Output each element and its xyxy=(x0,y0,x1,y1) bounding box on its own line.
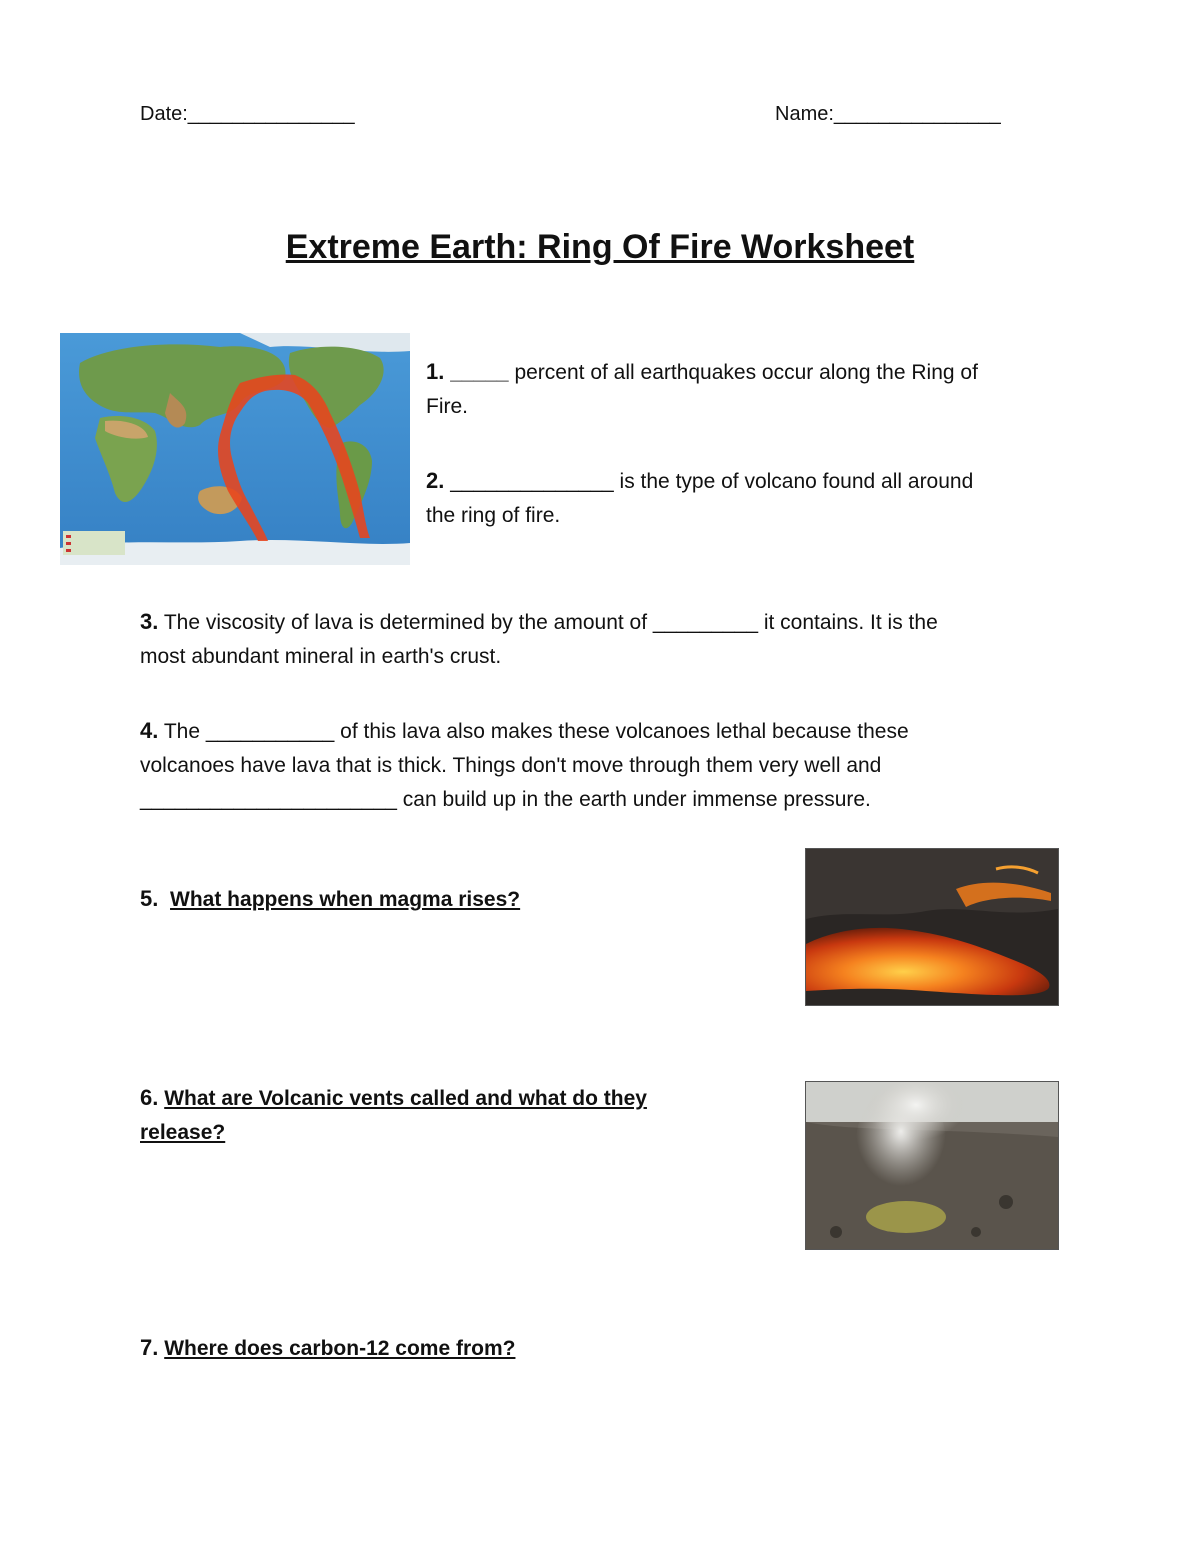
question-1 xyxy=(426,355,1066,424)
name-field: Name:_______________ xyxy=(775,103,1001,125)
lava-flow-photo xyxy=(805,848,1059,1006)
question-4-number: 4. xyxy=(140,718,159,743)
question-2-text: ______________ is the type of volcano found all around xyxy=(444,470,974,493)
question-2 xyxy=(426,464,1066,533)
question-4 xyxy=(140,714,1070,817)
question-5-text: What happens when magma rises? xyxy=(170,888,521,911)
question-4-text: The ___________ of this lava also makes these volcanoes lethal because these xyxy=(158,720,909,743)
question-3-text-cont: most abundant mineral in earth's crust. xyxy=(140,645,502,668)
question-6-text: What are Volcanic vents called and what do they xyxy=(164,1087,647,1110)
question-1-blank: _____ xyxy=(450,361,509,384)
question-2-text-cont: the ring of fire. xyxy=(426,504,561,527)
ring-of-fire-map xyxy=(60,333,410,565)
question-5 xyxy=(140,882,780,917)
page-title: Extreme Earth: Ring Of Fire Worksheet xyxy=(285,228,915,266)
question-7-number: 7. xyxy=(140,1335,159,1360)
question-6-text-cont: release? xyxy=(140,1121,226,1144)
question-5-number: 5. xyxy=(140,886,159,911)
question-3-number: 3. xyxy=(140,609,159,634)
question-6 xyxy=(140,1081,760,1150)
question-2-number: 2. xyxy=(426,468,445,493)
question-7-text: Where does carbon-12 come from? xyxy=(164,1337,516,1360)
question-3 xyxy=(140,605,1070,674)
question-1-text-cont: Fire. xyxy=(426,395,468,418)
question-4-text-cont: volcanoes have lava that is thick. Things don't move through them very well and xyxy=(140,754,882,777)
date-field: Date:_______________ xyxy=(140,103,355,125)
question-1-text: percent of all earthquakes occur along the Ring of xyxy=(508,361,978,384)
question-1-number: 1. xyxy=(426,359,445,384)
question-7 xyxy=(140,1331,780,1366)
question-6-number: 6. xyxy=(140,1085,159,1110)
question-3-text: The viscosity of lava is determined by the amount of _________ it contains. It is the xyxy=(158,611,938,634)
volcanic-vent-photo xyxy=(805,1081,1059,1250)
question-4-text-cont2: ______________________ can build up in the earth under immense pressure. xyxy=(140,788,871,811)
